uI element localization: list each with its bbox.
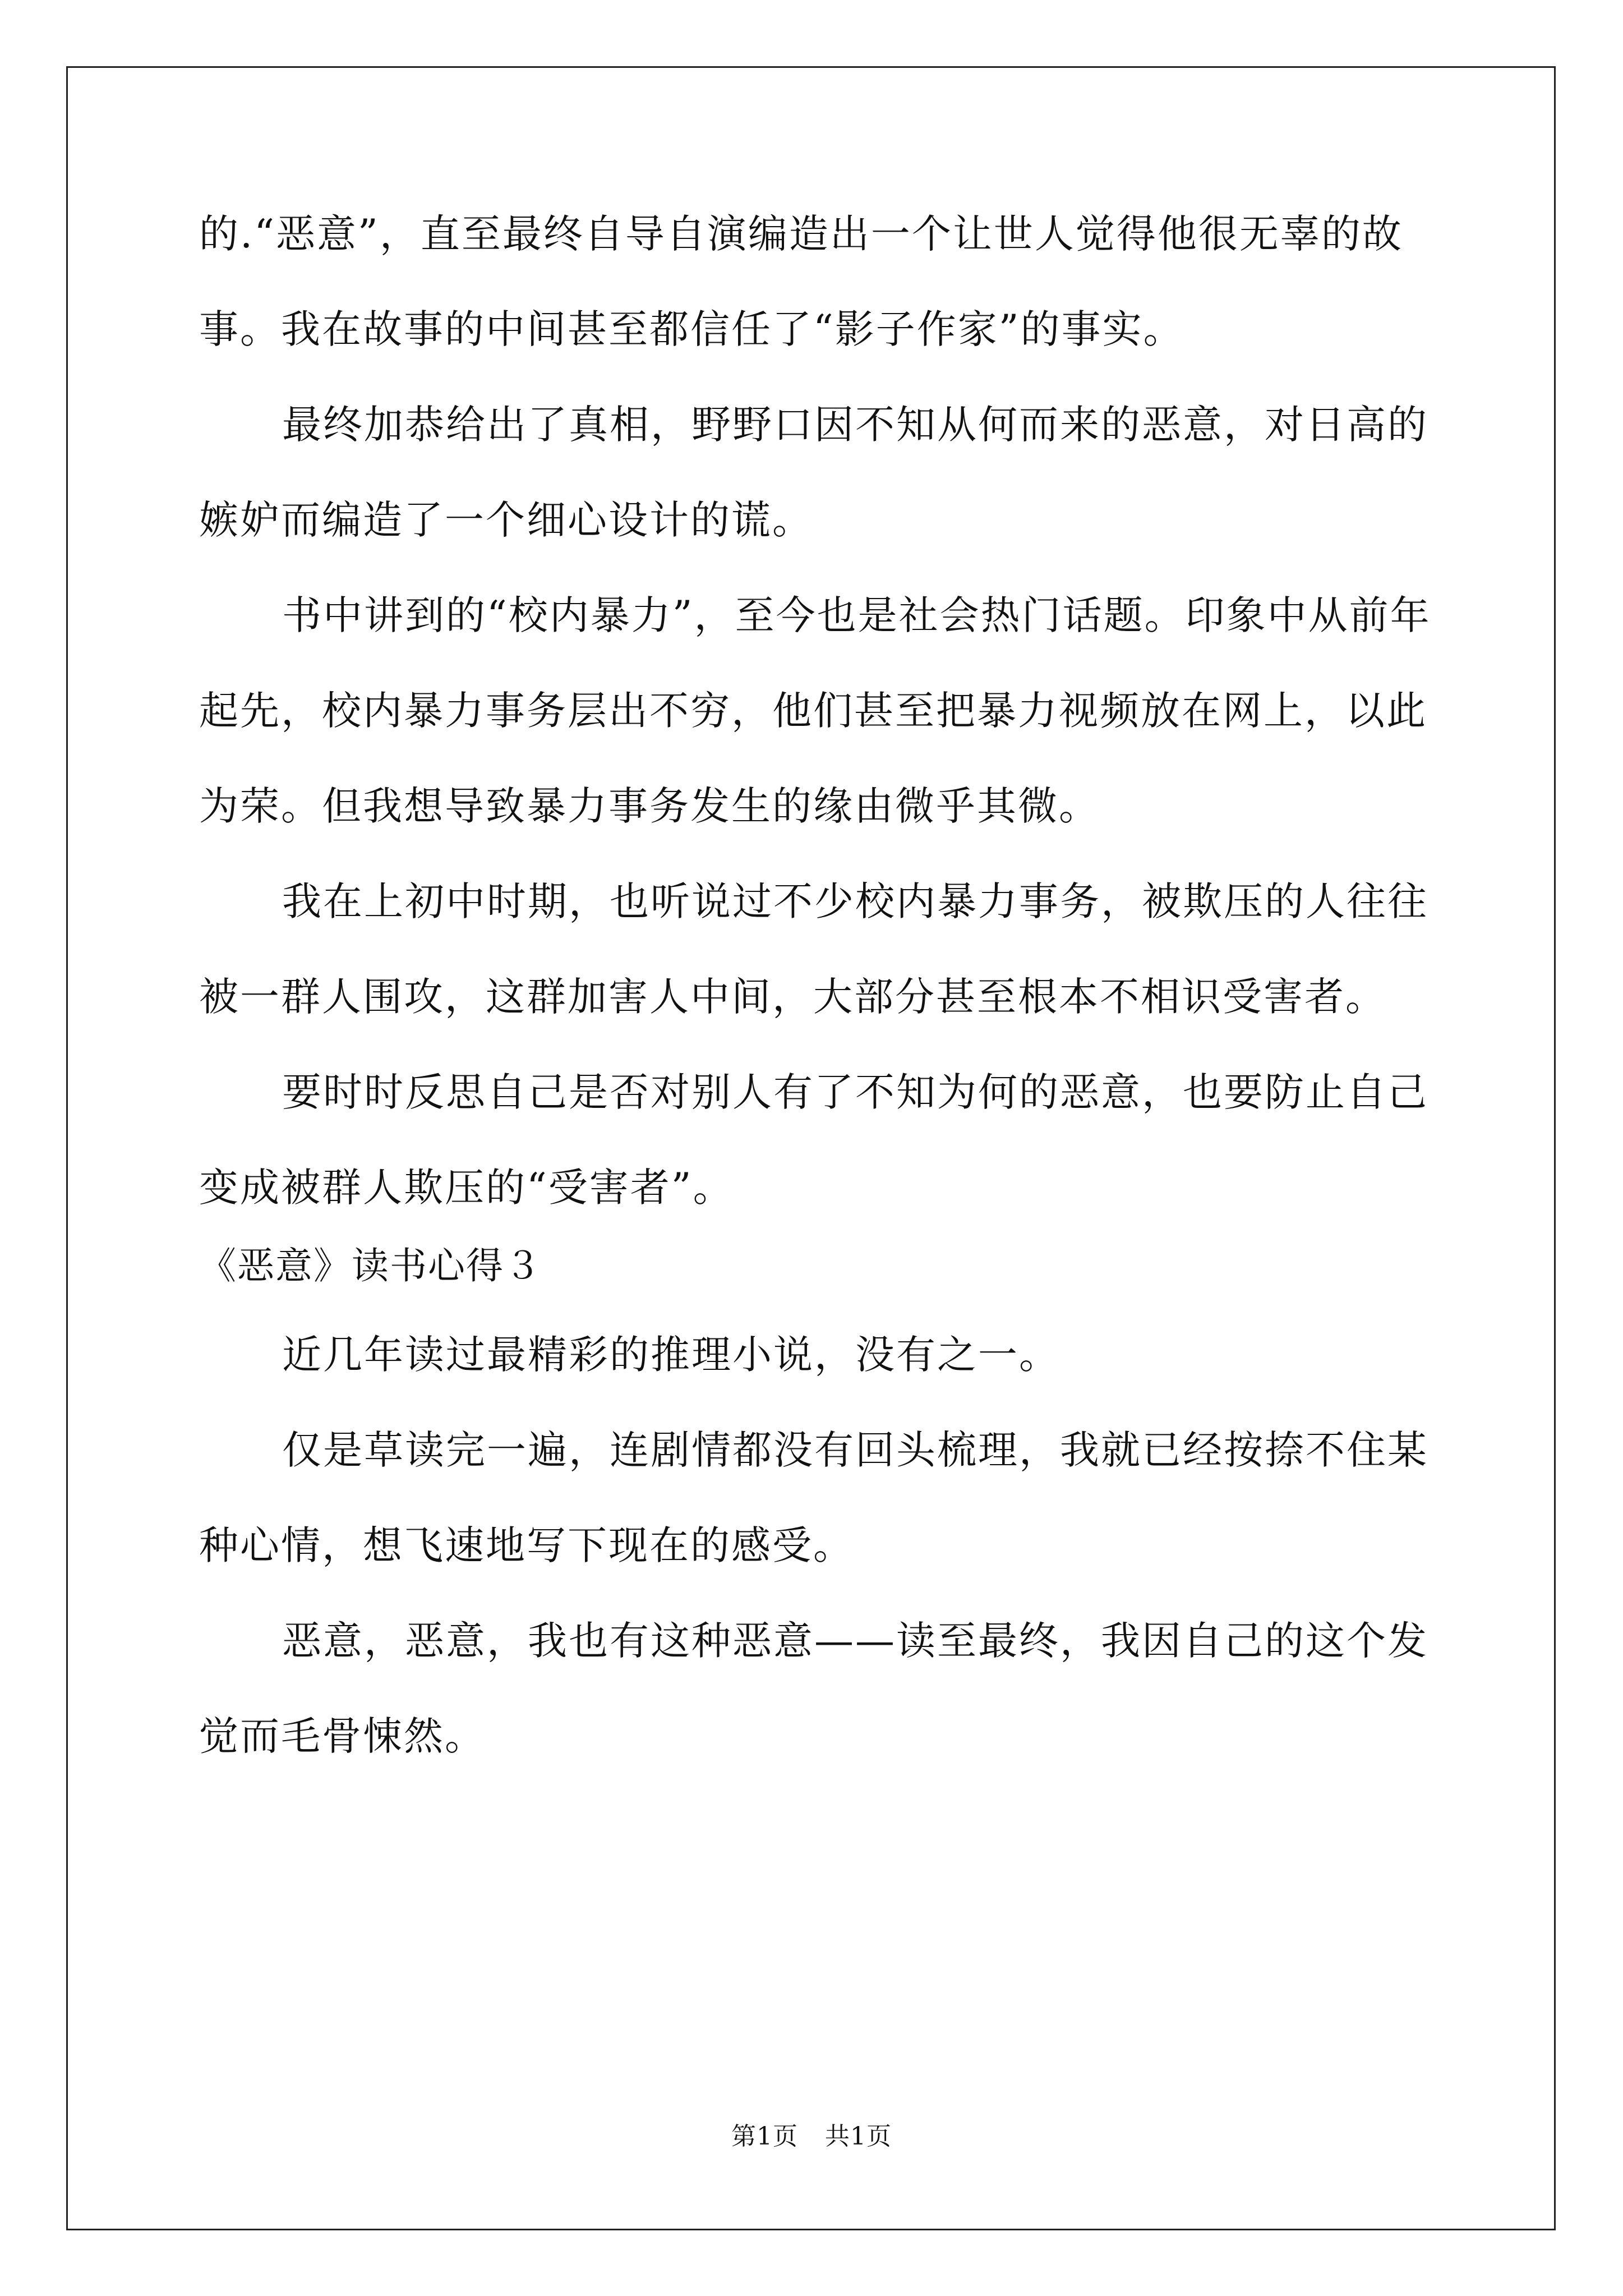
text-line: 近几年读过最精彩的推理小说，没有之一。 — [282, 1332, 1060, 1378]
paragraph — [199, 209, 1433, 355]
page-total: 共1页 — [825, 2122, 892, 2151]
section-heading: 《恶意》读书心得３ — [199, 1244, 542, 1287]
section-heading-block — [199, 1241, 1433, 1291]
paragraph — [199, 399, 1433, 545]
paragraph — [199, 1425, 1433, 1571]
text-line: 起先，校内暴力事务层出不穷，他们甚至把暴力视频放在网上，以此 — [199, 688, 1427, 734]
page-number: 第1页 — [731, 2122, 798, 2151]
document-body — [199, 209, 1433, 1761]
paragraph — [199, 1616, 1433, 1761]
text-line: 恶意，恶意，我也有这种恶意——读至最终，我因自己的这个发 — [282, 1618, 1428, 1664]
text-line: 的.“恶意”，直至最终自导自演编造出一个让世人觉得他很无辜的故 — [199, 211, 1403, 257]
text-line: 为荣。但我想导致暴力事务发生的缘由微乎其微。 — [199, 783, 1100, 829]
text-line: 仅是草读完一遍，连剧情都没有回头梳理，我就已经按捺不住某 — [282, 1427, 1428, 1473]
paragraph — [199, 1329, 1433, 1380]
text-line: 嫉妒而编造了一个细心设计的谎。 — [199, 497, 813, 543]
text-line: 被一群人围攻，这群加害人中间，大部分甚至根本不相识受害者。 — [199, 974, 1386, 1020]
text-line: 种心情，想飞速地写下现在的感受。 — [199, 1522, 854, 1568]
text-line: 最终加恭给出了真相，野野口因不知从何而来的恶意，对日高的 — [282, 402, 1428, 448]
text-line: 我在上初中时期，也听说过不少校内暴力事务，被欺压的人往往 — [282, 878, 1428, 924]
text-line: 事。我在故事的中间甚至都信任了“影子作家”的事实。 — [199, 306, 1184, 352]
text-line: 要时时反思自己是否对别人有了不知为何的恶意，也要防止自己 — [282, 1069, 1428, 1115]
paragraph — [199, 1067, 1433, 1213]
text-line: 变成被群人欺压的“受害者”。 — [199, 1165, 734, 1211]
text-line: 觉而毛骨悚然。 — [199, 1713, 486, 1759]
page-footer — [0, 2121, 1623, 2152]
paragraph — [199, 876, 1433, 1022]
paragraph — [199, 590, 1433, 831]
text-line: 书中讲到的“校内暴力”，至今也是社会热门话题。印象中从前年 — [282, 592, 1431, 638]
